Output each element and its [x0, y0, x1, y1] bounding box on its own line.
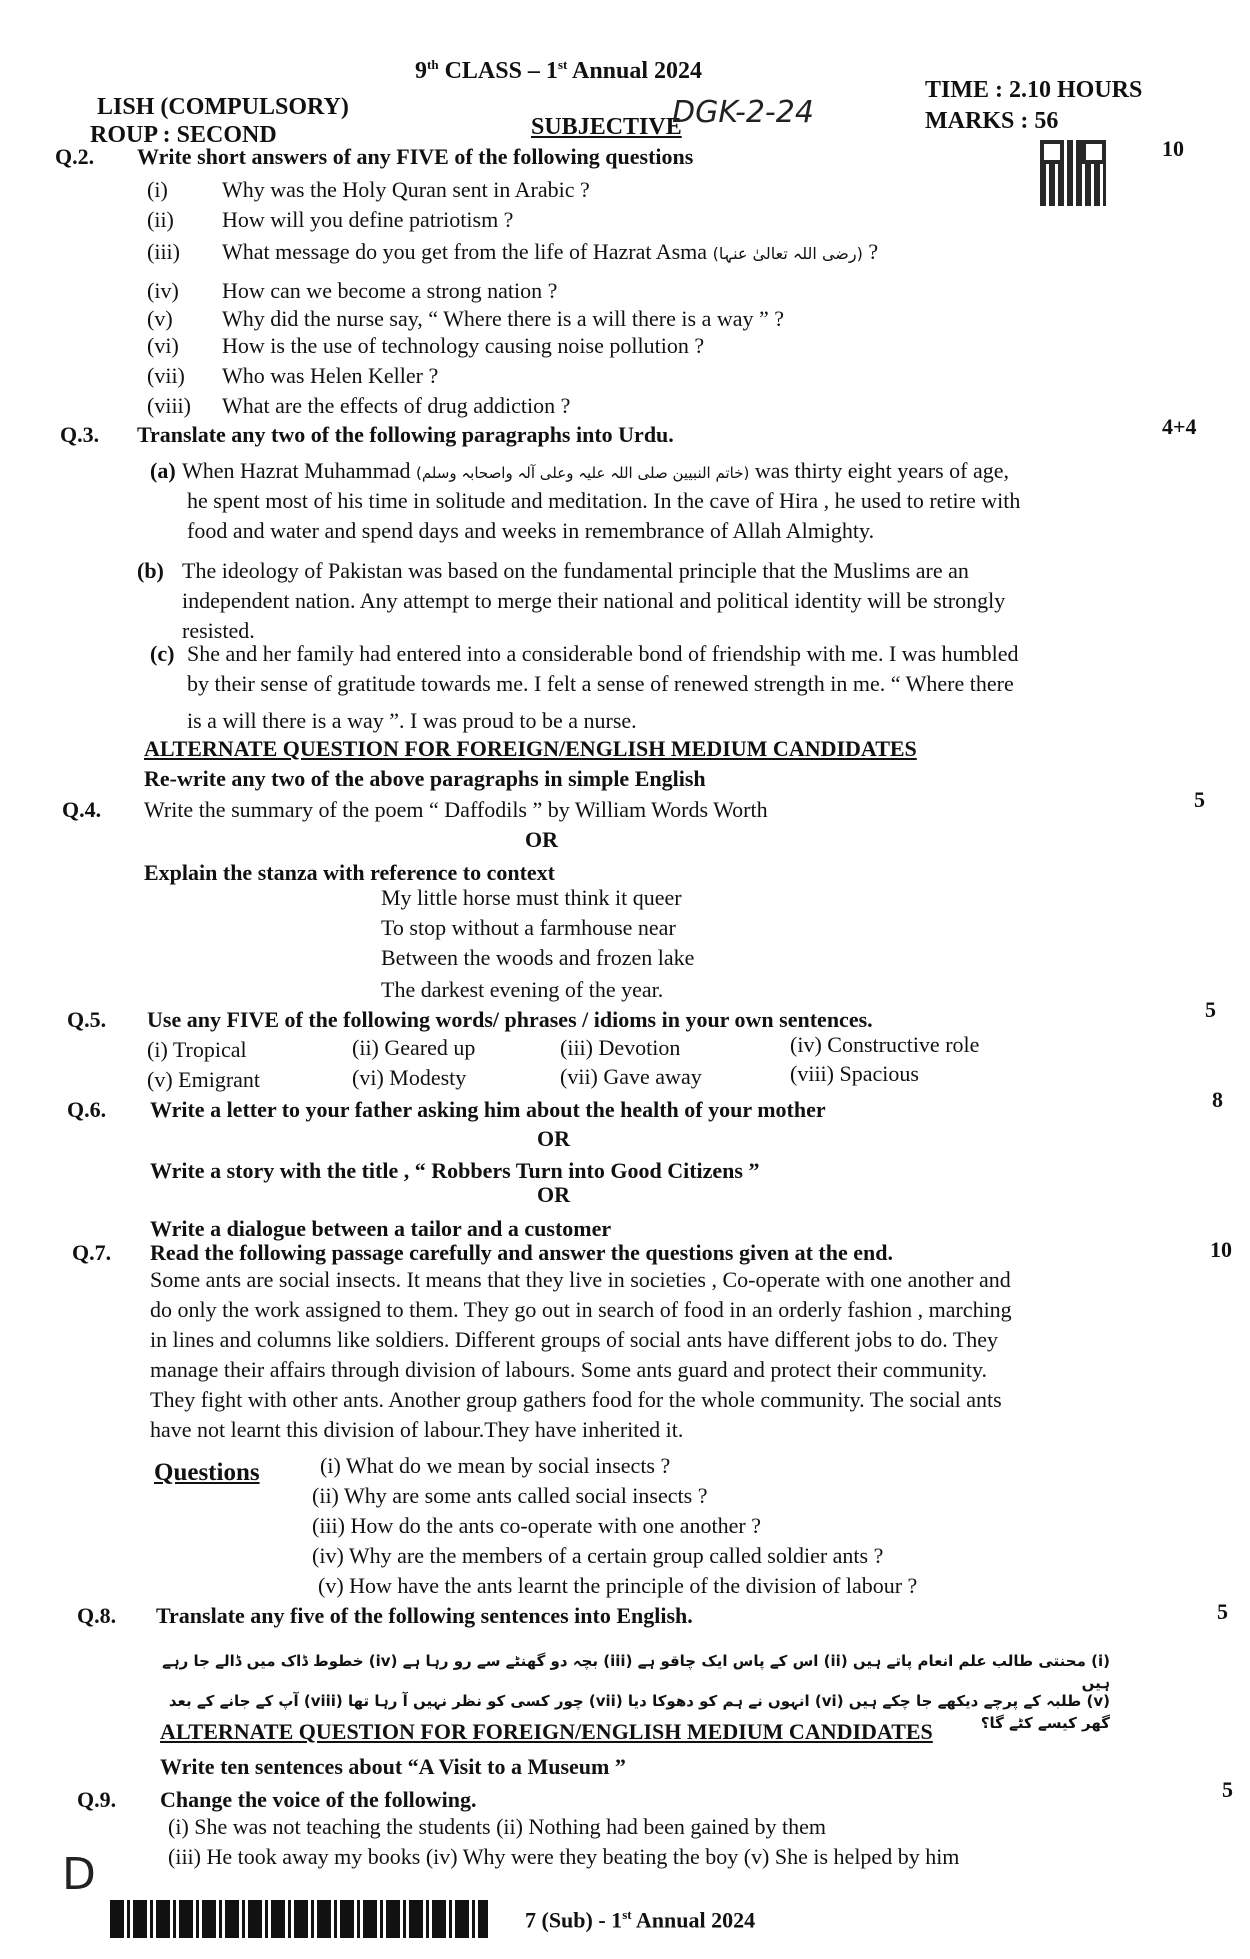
- questions-heading: Questions: [154, 1459, 260, 1486]
- q2-item: What message do you get from the life of Hazrat Asma (رضی اللہ تعالیٰ عنہا) ?: [222, 239, 879, 264]
- section-title: SUBJECTIVE: [531, 114, 682, 140]
- q7-marks: 10: [1210, 1237, 1232, 1262]
- para-a-line: food and water and spend days and weeks in remembrance of Allah Almighty.: [187, 518, 875, 543]
- passage-line: do only the work assigned to them. They go out in search of food in an orderly fashion , marching: [150, 1297, 1012, 1322]
- q5-word: (vii) Gave away: [560, 1064, 702, 1089]
- q2-item-num: (iv): [147, 278, 179, 303]
- passage-line: have not learnt this division of labour.They have inherited it.: [150, 1417, 684, 1442]
- q5-word: (viii) Spacious: [790, 1061, 919, 1086]
- q9-marks: 5: [1222, 1777, 1233, 1802]
- q2-item-num: (viii): [147, 393, 191, 418]
- q9-prompt: Change the voice of the following.: [160, 1787, 477, 1812]
- exam-title: 9th CLASS – 1st Annual 2024: [415, 57, 703, 84]
- para-b-line: The ideology of Pakistan was based on the fundamental principle that the Muslims are an: [182, 558, 969, 583]
- q2-item: Why did the nurse say, “ Where there is a will there is a way ” ?: [222, 306, 785, 331]
- q2-item: How can we become a strong nation ?: [222, 278, 558, 303]
- q2-item: Who was Helen Keller ?: [222, 363, 439, 388]
- alternate-prompt: Write ten sentences about “A Visit to a Museum ”: [160, 1754, 626, 1779]
- q4-label: Q.4.: [62, 797, 102, 822]
- comprehension-question: (i) What do we mean by social insects ?: [320, 1453, 671, 1478]
- q8-prompt: Translate any five of the following sentences into English.: [156, 1603, 693, 1628]
- handwritten-code: DGK-2-24: [672, 95, 814, 130]
- q2-item: How is the use of technology causing noise pollution ?: [222, 333, 705, 358]
- para-a-label: (a): [150, 458, 176, 483]
- q4-marks: 5: [1194, 787, 1205, 812]
- urdu-sentences-line: (i) محنتی طالب علم انعام پاتے ہیں (ii) اس کے پاس ایک چاقو ہے (iii) بچہ دو گھنٹے سے رو رہا ہے (iv) خطوط ڈاک میں ڈالے جا رہے ہیں: [162, 1652, 1110, 1692]
- q6-option-3: Write a dialogue between a tailor and a customer: [150, 1216, 612, 1241]
- passage-line: manage their affairs through division of labours. Some ants guard and protect their community.: [150, 1357, 988, 1382]
- q5-word: (iii) Devotion: [560, 1035, 681, 1060]
- passage-line: in lines and columns like soldiers. Different groups of social ants have different jobs to do. They: [150, 1327, 999, 1352]
- q2-item: Why was the Holy Quran sent in Arabic ?: [222, 177, 590, 202]
- q2-item-num: (i): [147, 177, 168, 202]
- q7-label: Q.7.: [72, 1240, 112, 1265]
- para-b-line: independent nation. Any attempt to merge their national and political identity will be strongly: [182, 588, 1006, 613]
- q9-label: Q.9.: [77, 1787, 117, 1812]
- para-a-line: he spent most of his time in solitude and meditation. In the cave of Hira , he used to retire with: [187, 488, 1021, 513]
- passage-line: They fight with other ants. Another group gathers food for the whole community. The social ants: [150, 1387, 1002, 1412]
- voice-sentences-line: (iii) He took away my books (iv) Why were they beating the boy (v) She is helped by him: [168, 1844, 960, 1869]
- comprehension-question: (iii) How do the ants co-operate with one another ?: [312, 1513, 762, 1538]
- para-a-line: When Hazrat Muhammad (خاتم النبیین صلی اللہ علیہ وعلی آلہ واصحابہ وسلم) was thirty eight years of age,: [182, 458, 1009, 483]
- paper-code: 7 (Sub) - 1st Annual 2024: [525, 1907, 756, 1933]
- q6-marks: 8: [1212, 1087, 1223, 1112]
- honorific: (رضی اللہ تعالیٰ عنہا): [712, 244, 863, 263]
- alternate-heading: ALTERNATE QUESTION FOR FOREIGN/ENGLISH MEDIUM CANDIDATES: [144, 736, 917, 761]
- q2-item-num: (v): [147, 306, 173, 331]
- q5-prompt: Use any FIVE of the following words/ phrases / idioms in your own sentences.: [147, 1007, 873, 1032]
- stanza-line: The darkest evening of the year.: [381, 977, 664, 1002]
- stanza-line: Between the woods and frozen lake: [381, 945, 695, 970]
- q5-word: (v) Emigrant: [147, 1067, 261, 1092]
- q2-item-num: (vi): [147, 333, 179, 358]
- comprehension-question: (v) How have the ants learnt the principle of the division of labour ?: [318, 1573, 918, 1598]
- voice-sentences-line: (i) She was not teaching the students (ii) Nothing had been gained by them: [168, 1814, 827, 1839]
- q4-prompt-2: Explain the stanza with reference to context: [144, 860, 556, 885]
- q5-label: Q.5.: [67, 1007, 107, 1032]
- comprehension-question: (iv) Why are the members of a certain group called soldier ants ?: [312, 1543, 884, 1568]
- barcode: [110, 1900, 488, 1938]
- q2-prompt: Write short answers of any FIVE of the following questions: [137, 144, 694, 169]
- q5-word: (ii) Geared up: [352, 1035, 476, 1060]
- q6-option-2: Write a story with the title , “ Robbers Turn into Good Citizens ”: [150, 1158, 760, 1183]
- or-label: OR: [537, 1182, 570, 1207]
- para-c-line: She and her family had entered into a considerable bond of friendship with me. I was humbled: [187, 641, 1019, 666]
- para-b-label: (b): [137, 558, 164, 583]
- q3-label: Q.3.: [60, 422, 100, 447]
- q8-marks: 5: [1217, 1599, 1228, 1624]
- q3-prompt: Translate any two of the following paragraphs into Urdu.: [137, 422, 674, 447]
- handwritten-mark: D: [62, 1849, 96, 1900]
- q6-label: Q.6.: [67, 1097, 107, 1122]
- group-label: ROUP : SECOND: [90, 122, 277, 148]
- q5-word: (iv) Constructive role: [790, 1032, 980, 1057]
- urdu-sentences-line: (v) طلبہ کے پرچے دیکھے جا چکے ہیں (vi) انہوں نے ہم کو دھوکا دیا (vii) چور کسی کو نظر نہیں آ رہا تھا (viii) آپ کے جانے کے بعد گھر کیسے کٹے گا؟: [168, 1692, 1110, 1732]
- q2-item: How will you define patriotism ?: [222, 207, 514, 232]
- q2-label: Q.2.: [55, 144, 95, 169]
- or-label: OR: [537, 1126, 570, 1151]
- comprehension-question: (ii) Why are some ants called social insects ?: [312, 1483, 708, 1508]
- q2-item-num: (iii): [147, 239, 180, 264]
- q3-marks: 4+4: [1162, 414, 1197, 439]
- q5-marks: 5: [1205, 997, 1216, 1022]
- time-label: TIME : 2.10 HOURS: [925, 77, 1143, 103]
- q6-option-1: Write a letter to your father asking him about the health of your mother: [150, 1097, 826, 1122]
- or-label: OR: [525, 827, 558, 852]
- q2-item-num: (ii): [147, 207, 174, 232]
- q2-marks: 10: [1162, 136, 1184, 161]
- q5-word: (i) Tropical: [147, 1037, 247, 1062]
- q8-label: Q.8.: [77, 1603, 117, 1628]
- honorific: (خاتم النبیین صلی اللہ علیہ وعلی آلہ واصحابہ وسلم): [415, 464, 750, 482]
- subject-name: LISH (COMPULSORY): [97, 94, 349, 120]
- para-c-line: is a will there is a way ”. I was proud to be a nurse.: [187, 708, 637, 733]
- para-b-line: resisted.: [182, 618, 255, 643]
- q2-item: What are the effects of drug addiction ?: [222, 393, 571, 418]
- alternate-heading: ALTERNATE QUESTION FOR FOREIGN/ENGLISH MEDIUM CANDIDATES: [160, 1719, 933, 1744]
- alternate-prompt: Re-write any two of the above paragraphs in simple English: [144, 766, 706, 791]
- q5-word: (vi) Modesty: [352, 1065, 467, 1090]
- q7-prompt: Read the following passage carefully and answer the questions given at the end.: [150, 1240, 893, 1265]
- stanza-line: To stop without a farmhouse near: [381, 915, 676, 940]
- para-c-line: by their sense of gratitude towards me. I felt a sense of renewed strength in me. “ Where there: [187, 671, 1014, 696]
- q4-prompt: Write the summary of the poem “ Daffodils ” by William Words Worth: [144, 797, 768, 822]
- q2-item-num: (vii): [147, 363, 185, 388]
- passage-line: Some ants are social insects. It means that they live in societies , Co-operate with one another and: [150, 1267, 1011, 1292]
- para-c-label: (c): [150, 641, 175, 666]
- stanza-line: My little horse must think it queer: [381, 885, 682, 910]
- qr-code: [1040, 140, 1106, 206]
- marks-label: MARKS : 56: [925, 108, 1059, 134]
